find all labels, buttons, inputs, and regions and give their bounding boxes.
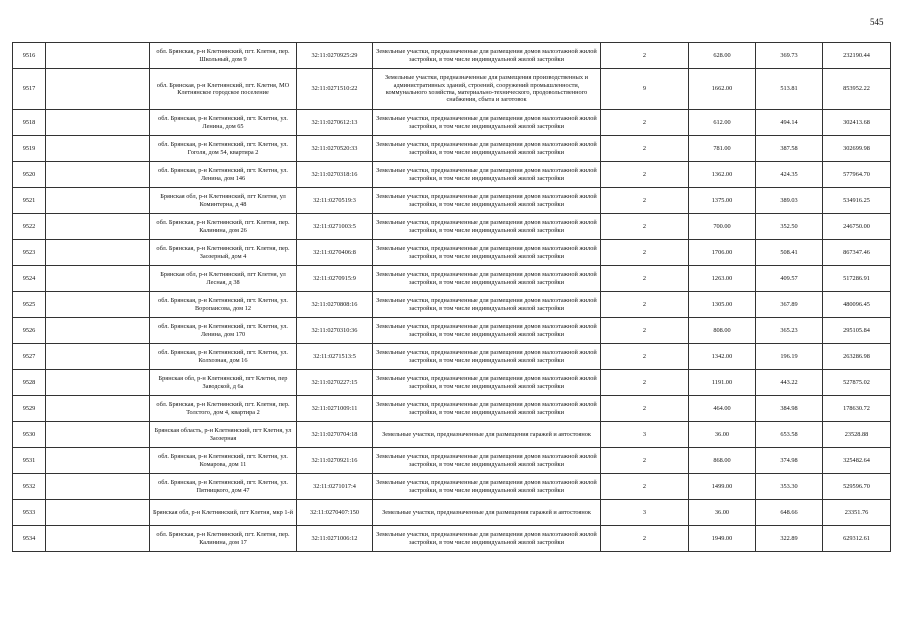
address-cell: обл. Брянская, р-н Клетнянский, пгт. Клетня, ул. Воропаисова, дом 12 xyxy=(150,292,297,318)
area-cell: 1305.00 xyxy=(689,292,756,318)
cadastral-number-cell: 32:11:0270520:33 xyxy=(297,136,373,162)
specific-value-cell: 352.50 xyxy=(756,214,823,240)
table-row xyxy=(13,500,891,526)
area-cell: 36.00 xyxy=(689,422,756,448)
cadastral-value-cell: 23528.88 xyxy=(823,422,891,448)
specific-value-cell: 653.58 xyxy=(756,422,823,448)
cadastral-number-cell: 32:11:0271003:5 xyxy=(297,214,373,240)
cadastral-value-cell: 480096.45 xyxy=(823,292,891,318)
row-number-cell: 9528 xyxy=(13,370,46,396)
group-cell: 2 xyxy=(601,318,689,344)
land-purpose-cell: Земельные участки, предназначенные для размещения домов малоэтажной жилой застройки, в том числе индивидуальной жилой застройки xyxy=(373,448,601,474)
land-purpose-cell: Земельные участки, предназначенные для размещения домов малоэтажной жилой застройки, в том числе индивидуальной жилой застройки xyxy=(373,43,601,69)
gap-cell xyxy=(46,370,150,396)
cadastral-number-cell: 32:11:0271017:4 xyxy=(297,474,373,500)
gap-cell xyxy=(46,500,150,526)
cadastral-number-cell: 32:11:0270915:9 xyxy=(297,266,373,292)
cadastral-number-cell: 32:11:0270407:150 xyxy=(297,500,373,526)
cadastral-number-cell: 32:11:0270612:13 xyxy=(297,110,373,136)
table-row xyxy=(13,422,891,448)
gap-cell xyxy=(46,110,150,136)
group-cell: 3 xyxy=(601,500,689,526)
group-cell: 2 xyxy=(601,396,689,422)
table-row xyxy=(13,162,891,188)
land-purpose-cell: Земельные участки, предназначенные для размещения домов малоэтажной жилой застройки, в том числе индивидуальной жилой застройки xyxy=(373,110,601,136)
land-purpose-cell: Земельные участки, предназначенные для размещения домов малоэтажной жилой застройки, в том числе индивидуальной жилой застройки xyxy=(373,136,601,162)
group-cell: 2 xyxy=(601,474,689,500)
land-purpose-cell: Земельные участки, предназначенные для размещения домов малоэтажной жилой застройки, в том числе индивидуальной жилой застройки xyxy=(373,292,601,318)
cadastral-number-cell: 32:11:0271006:12 xyxy=(297,526,373,552)
address-cell: обл. Брянская, р-н Клетнянский, пгт. Клетня, ул. Ленина, дом 65 xyxy=(150,110,297,136)
specific-value-cell: 648.66 xyxy=(756,500,823,526)
gap-cell xyxy=(46,474,150,500)
gap-cell xyxy=(46,266,150,292)
area-cell: 1342.00 xyxy=(689,344,756,370)
address-cell: обл. Брянская, р-н Клетнянский, пгт. Клетня, ул. Гоголя, дом 54, квартира 2 xyxy=(150,136,297,162)
group-cell: 2 xyxy=(601,448,689,474)
table-row xyxy=(13,318,891,344)
specific-value-cell: 424.35 xyxy=(756,162,823,188)
row-number-cell: 9534 xyxy=(13,526,46,552)
cadastral-number-cell: 32:11:0270318:16 xyxy=(297,162,373,188)
gap-cell xyxy=(46,188,150,214)
address-cell: Брянская обл, р-н Клетнянский, пгт Клетня, пер Заводской, д 6а xyxy=(150,370,297,396)
group-cell: 2 xyxy=(601,344,689,370)
specific-value-cell: 387.58 xyxy=(756,136,823,162)
row-number-cell: 9518 xyxy=(13,110,46,136)
row-number-cell: 9526 xyxy=(13,318,46,344)
cadastral-value-cell: 302699.98 xyxy=(823,136,891,162)
group-cell: 2 xyxy=(601,266,689,292)
table-row xyxy=(13,292,891,318)
cadastral-number-cell: 32:11:0271513:5 xyxy=(297,344,373,370)
land-purpose-cell: Земельные участки, предназначенные для размещения домов малоэтажной жилой застройки, в том числе индивидуальной жилой застройки xyxy=(373,240,601,266)
cadastral-value-cell: 325482.64 xyxy=(823,448,891,474)
table-row xyxy=(13,188,891,214)
area-cell: 1191.00 xyxy=(689,370,756,396)
cadastral-value-cell: 529596.70 xyxy=(823,474,891,500)
table-row xyxy=(13,448,891,474)
address-cell: обл. Брянская, р-н Клетнянский, пгт. Клетня, ул. Ленина, дом 170 xyxy=(150,318,297,344)
specific-value-cell: 365.23 xyxy=(756,318,823,344)
cadastral-value-cell: 867347.46 xyxy=(823,240,891,266)
gap-cell xyxy=(46,448,150,474)
area-cell: 464.00 xyxy=(689,396,756,422)
cadastral-value-cell: 232190.44 xyxy=(823,43,891,69)
group-cell: 2 xyxy=(601,162,689,188)
address-cell: Брянская обл, р-н Клетнянский, пгт Клетня, мкр 1-й xyxy=(150,500,297,526)
cadastral-number-cell: 32:11:0270227:15 xyxy=(297,370,373,396)
cadastral-value-cell: 577964.70 xyxy=(823,162,891,188)
cadastral-value-cell: 534916.25 xyxy=(823,188,891,214)
row-number-cell: 9527 xyxy=(13,344,46,370)
gap-cell xyxy=(46,396,150,422)
cadastral-number-cell: 32:11:0270406:8 xyxy=(297,240,373,266)
address-cell: обл. Брянская, р-н Клетнянский, пгт. Клетня, пер. Заозерный, дом 4 xyxy=(150,240,297,266)
cadastral-number-cell: 32:11:0270519:3 xyxy=(297,188,373,214)
specific-value-cell: 508.41 xyxy=(756,240,823,266)
row-number-cell: 9522 xyxy=(13,214,46,240)
land-purpose-cell: Земельные участки, предназначенные для размещения производственных и административных зданий, строений, сооружений промышленности, коммунального хозяйства, материально-технического, продовольственного снабжения, сбыта и заготовок xyxy=(373,69,601,110)
gap-cell xyxy=(46,136,150,162)
land-purpose-cell: Земельные участки, предназначенные для размещения домов малоэтажной жилой застройки, в том числе индивидуальной жилой застройки xyxy=(373,474,601,500)
gap-cell xyxy=(46,240,150,266)
group-cell: 2 xyxy=(601,136,689,162)
address-cell: обл. Брянская, р-н Клетнянский, пгт. Клетня, пер. Толстого, дом 4, квартира 2 xyxy=(150,396,297,422)
table-row xyxy=(13,69,891,110)
specific-value-cell: 196.19 xyxy=(756,344,823,370)
area-cell: 628.00 xyxy=(689,43,756,69)
area-cell: 1375.00 xyxy=(689,188,756,214)
table-row xyxy=(13,136,891,162)
cadastral-value-cell: 246750.00 xyxy=(823,214,891,240)
land-purpose-cell: Земельные участки, предназначенные для размещения домов малоэтажной жилой застройки, в том числе индивидуальной жилой застройки xyxy=(373,162,601,188)
gap-cell xyxy=(46,344,150,370)
table-row xyxy=(13,396,891,422)
land-purpose-cell: Земельные участки, предназначенные для размещения домов малоэтажной жилой застройки, в том числе индивидуальной жилой застройки xyxy=(373,370,601,396)
cadastral-value-cell: 295105.84 xyxy=(823,318,891,344)
land-purpose-cell: Земельные участки, предназначенные для размещения домов малоэтажной жилой застройки, в том числе индивидуальной жилой застройки xyxy=(373,266,601,292)
specific-value-cell: 494.14 xyxy=(756,110,823,136)
area-cell: 1662.00 xyxy=(689,69,756,110)
address-cell: обл. Брянская, р-н Клетнянский, пгт. Клетня, ул. Комарова, дом 11 xyxy=(150,448,297,474)
area-cell: 36.00 xyxy=(689,500,756,526)
gap-cell xyxy=(46,214,150,240)
specific-value-cell: 369.73 xyxy=(756,43,823,69)
row-number-cell: 9531 xyxy=(13,448,46,474)
table-row xyxy=(13,474,891,500)
area-cell: 1706.00 xyxy=(689,240,756,266)
row-number-cell: 9530 xyxy=(13,422,46,448)
page-number: 545 xyxy=(870,17,884,27)
table-row xyxy=(13,110,891,136)
cadastral-number-cell: 32:11:0270921:16 xyxy=(297,448,373,474)
specific-value-cell: 389.03 xyxy=(756,188,823,214)
row-number-cell: 9524 xyxy=(13,266,46,292)
row-number-cell: 9532 xyxy=(13,474,46,500)
cadastral-number-cell: 32:11:0270310:36 xyxy=(297,318,373,344)
row-number-cell: 9519 xyxy=(13,136,46,162)
row-number-cell: 9523 xyxy=(13,240,46,266)
table-row xyxy=(13,214,891,240)
address-cell: обл. Брянская, р-н Клетнянский, пгт. Клетня, МО Клетнянское городское поселение xyxy=(150,69,297,110)
gap-cell xyxy=(46,69,150,110)
table-row xyxy=(13,240,891,266)
area-cell: 808.00 xyxy=(689,318,756,344)
area-cell: 868.00 xyxy=(689,448,756,474)
land-purpose-cell: Земельные участки, предназначенные для размещения домов малоэтажной жилой застройки, в том числе индивидуальной жилой застройки xyxy=(373,188,601,214)
specific-value-cell: 322.89 xyxy=(756,526,823,552)
land-purpose-cell: Земельные участки, предназначенные для размещения домов малоэтажной жилой застройки, в том числе индивидуальной жилой застройки xyxy=(373,526,601,552)
cadastral-number-cell: 32:11:0270704:18 xyxy=(297,422,373,448)
address-cell: обл. Брянская, р-н Клетнянский, пгт. Клетня, пер. Калинина, дом 26 xyxy=(150,214,297,240)
specific-value-cell: 513.81 xyxy=(756,69,823,110)
address-cell: обл. Брянская, р-н Клетнянский, пгт. Клетня, ул. Колхозная, дом 16 xyxy=(150,344,297,370)
gap-cell xyxy=(46,43,150,69)
land-purpose-cell: Земельные участки, предназначенные для размещения домов малоэтажной жилой застройки, в том числе индивидуальной жилой застройки xyxy=(373,318,601,344)
group-cell: 2 xyxy=(601,214,689,240)
land-purpose-cell: Земельные участки, предназначенные для размещения гаражей и автостоянок xyxy=(373,500,601,526)
specific-value-cell: 409.57 xyxy=(756,266,823,292)
cadastral-value-cell: 263286.98 xyxy=(823,344,891,370)
row-number-cell: 9529 xyxy=(13,396,46,422)
area-cell: 1263.00 xyxy=(689,266,756,292)
row-number-cell: 9533 xyxy=(13,500,46,526)
cadastral-value-cell: 527875.02 xyxy=(823,370,891,396)
table-row xyxy=(13,526,891,552)
address-cell: Брянская область, р-н Клетнянский, пгт Клетня, ул Заозерная xyxy=(150,422,297,448)
row-number-cell: 9525 xyxy=(13,292,46,318)
specific-value-cell: 367.89 xyxy=(756,292,823,318)
row-number-cell: 9521 xyxy=(13,188,46,214)
address-cell: обл. Брянская, р-н Клетнянский, пгт. Клетня, пер. Калинина, дом 17 xyxy=(150,526,297,552)
cadastral-number-cell: 32:11:0270808:16 xyxy=(297,292,373,318)
table-row xyxy=(13,43,891,69)
specific-value-cell: 384.98 xyxy=(756,396,823,422)
land-purpose-cell: Земельные участки, предназначенные для размещения домов малоэтажной жилой застройки, в том числе индивидуальной жилой застройки xyxy=(373,214,601,240)
row-number-cell: 9520 xyxy=(13,162,46,188)
group-cell: 9 xyxy=(601,69,689,110)
table-row xyxy=(13,266,891,292)
group-cell: 2 xyxy=(601,370,689,396)
cadastral-value-cell: 178630.72 xyxy=(823,396,891,422)
land-purpose-cell: Земельные участки, предназначенные для размещения домов малоэтажной жилой застройки, в том числе индивидуальной жилой застройки xyxy=(373,344,601,370)
cadastral-value-cell: 853952.22 xyxy=(823,69,891,110)
group-cell: 3 xyxy=(601,422,689,448)
gap-cell xyxy=(46,526,150,552)
group-cell: 2 xyxy=(601,526,689,552)
specific-value-cell: 443.22 xyxy=(756,370,823,396)
area-cell: 1499.00 xyxy=(689,474,756,500)
address-cell: Брянская обл, р-н Клетнянский, пгт Клетня, ул Коминтерна, д 48 xyxy=(150,188,297,214)
area-cell: 1949.00 xyxy=(689,526,756,552)
cadastral-number-cell: 32:11:0271009:11 xyxy=(297,396,373,422)
area-cell: 1362.00 xyxy=(689,162,756,188)
cadastral-value-cell: 302413.68 xyxy=(823,110,891,136)
area-cell: 612.00 xyxy=(689,110,756,136)
area-cell: 781.00 xyxy=(689,136,756,162)
cadastral-value-cell: 23351.76 xyxy=(823,500,891,526)
group-cell: 2 xyxy=(601,292,689,318)
cadastral-number-cell: 32:11:0270925:29 xyxy=(297,43,373,69)
cadastral-value-cell: 629312.61 xyxy=(823,526,891,552)
row-number-cell: 9516 xyxy=(13,43,46,69)
land-registry-table xyxy=(12,42,891,552)
row-number-cell: 9517 xyxy=(13,69,46,110)
area-cell: 700.00 xyxy=(689,214,756,240)
gap-cell xyxy=(46,162,150,188)
table-row xyxy=(13,344,891,370)
address-cell: Брянская обл, р-н Клетнянский, пгт Клетня, ул Лесная, д 38 xyxy=(150,266,297,292)
group-cell: 2 xyxy=(601,188,689,214)
group-cell: 2 xyxy=(601,43,689,69)
gap-cell xyxy=(46,318,150,344)
specific-value-cell: 353.30 xyxy=(756,474,823,500)
cadastral-number-cell: 32:11:0271510:22 xyxy=(297,69,373,110)
address-cell: обл. Брянская, р-н Клетнянский, пгт. Клетня, ул. Пятницкого, дом 47 xyxy=(150,474,297,500)
land-purpose-cell: Земельные участки, предназначенные для размещения гаражей и автостоянок xyxy=(373,422,601,448)
address-cell: обл. Брянская, р-н Клетнянский, пгт. Клетня, ул. Ленина, дом 146 xyxy=(150,162,297,188)
group-cell: 2 xyxy=(601,110,689,136)
gap-cell xyxy=(46,422,150,448)
land-purpose-cell: Земельные участки, предназначенные для размещения домов малоэтажной жилой застройки, в том числе индивидуальной жилой застройки xyxy=(373,396,601,422)
group-cell: 2 xyxy=(601,240,689,266)
table-row xyxy=(13,370,891,396)
gap-cell xyxy=(46,292,150,318)
cadastral-value-cell: 517286.91 xyxy=(823,266,891,292)
address-cell: обл. Брянская, р-н Клетнянский, пгт. Клетня, пер. Школьный, дом 9 xyxy=(150,43,297,69)
specific-value-cell: 374.98 xyxy=(756,448,823,474)
